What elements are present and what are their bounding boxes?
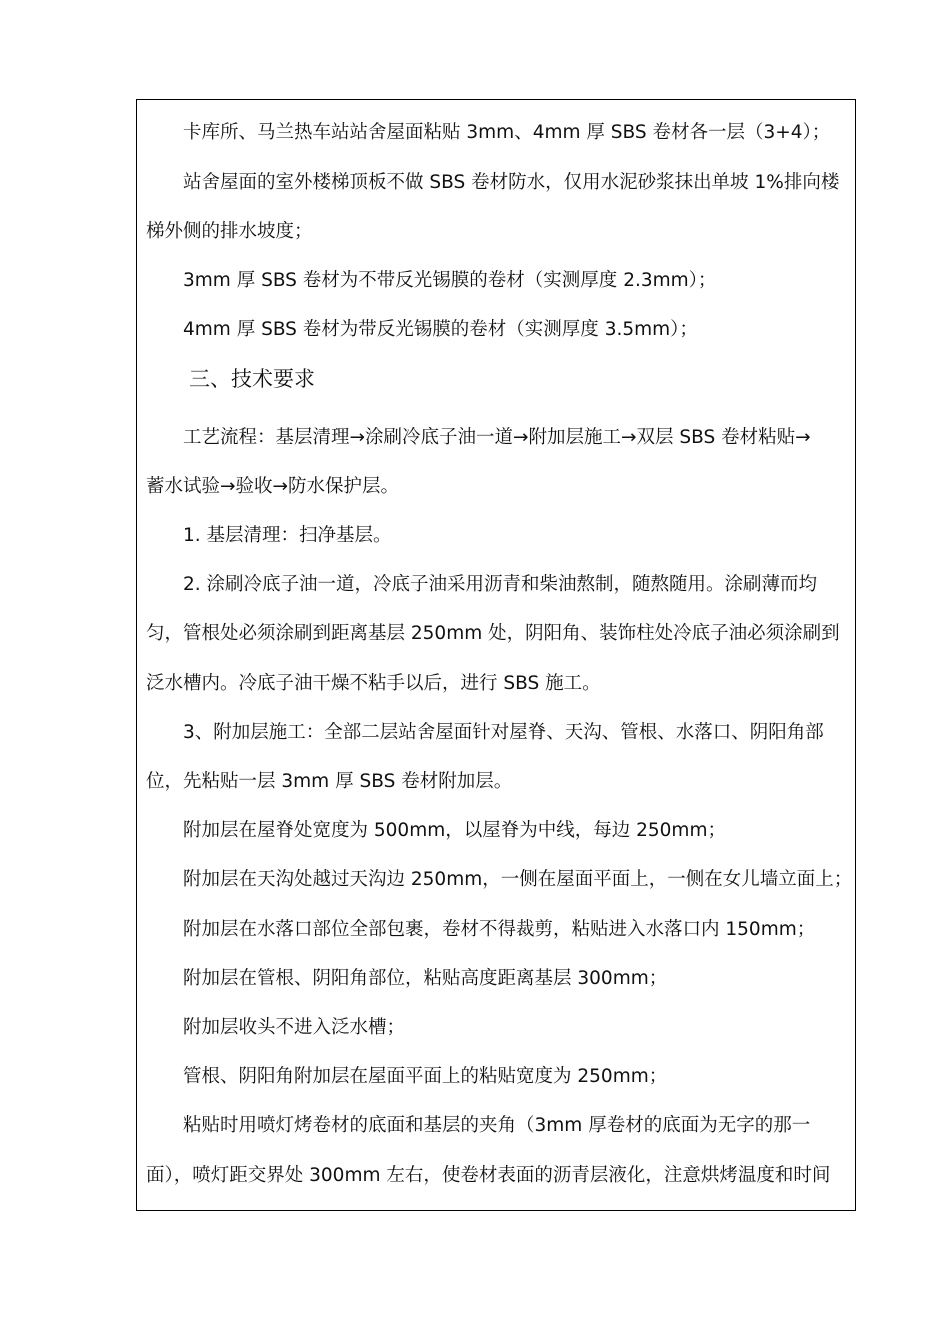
paragraph-line: 附加层在水落口部位全部包裹，卷材不得裁剪，粘贴进入水落口内 150mm； bbox=[183, 919, 816, 940]
paragraph-line: 梯外侧的排水坡度； bbox=[146, 221, 313, 242]
paragraph-line: 附加层在天沟处越过天沟边 250mm，一侧在屋面平面上，一侧在女儿墙立面上； bbox=[183, 869, 853, 890]
paragraph-line: 粘贴时用喷灯烤卷材的底面和基层的夹角（3mm 厚卷材的底面为无字的那一 bbox=[183, 1115, 811, 1136]
paragraph-line: 站舍屋面的室外楼梯顶板不做 SBS 卷材防水，仅用水泥砂浆抹出单坡 1%排向楼 bbox=[183, 172, 840, 193]
paragraph-line: 卡库所、马兰热车站站舍屋面粘贴 3mm、4mm 厚 SBS 卷材各一层（3+4）； bbox=[183, 122, 831, 143]
section-heading: 三、技术要求 bbox=[189, 367, 315, 391]
paragraph-line: 附加层在屋脊处宽度为 500mm，以屋脊为中线，每边 250mm； bbox=[183, 820, 726, 841]
paragraph-line: 附加层收头不进入泛水槽； bbox=[183, 1017, 406, 1038]
paragraph-line: 2. 涂刷冷底子油一道，冷底子油采用沥青和柴油熬制，随熬随用。涂刷薄而均 bbox=[183, 574, 818, 595]
paragraph-line: 附加层在管根、阴阳角部位，粘贴高度距离基层 300mm； bbox=[183, 968, 668, 989]
paragraph-line: 3mm 厚 SBS 卷材为不带反光锡膜的卷材（实测厚度 2.3mm）； bbox=[183, 270, 717, 291]
paragraph-line: 位，先粘贴一层 3mm 厚 SBS 卷材附加层。 bbox=[146, 771, 513, 792]
paragraph-line: 3、附加层施工：全部二层站舍屋面针对屋脊、天沟、管根、水落口、阴阳角部 bbox=[183, 722, 824, 743]
paragraph-line: 匀，管根处必须涂刷到距离基层 250mm 处，阴阳角、装饰柱处冷底子油必须涂刷到 bbox=[146, 623, 840, 644]
paragraph-line: 管根、阴阳角附加层在屋面平面上的粘贴宽度为 250mm； bbox=[183, 1066, 668, 1087]
paragraph-line: 工艺流程：基层清理→涂刷冷底子油一道→附加层施工→双层 SBS 卷材粘贴→ bbox=[183, 427, 811, 448]
paragraph-line: 1. 基层清理：扫净基层。 bbox=[183, 525, 392, 546]
document-table-frame bbox=[136, 99, 856, 1211]
paragraph-line: 蓄水试验→验收→防水保护层。 bbox=[146, 476, 400, 497]
paragraph-line: 泛水槽内。冷底子油干燥不粘手以后，进行 SBS 施工。 bbox=[146, 673, 601, 694]
paragraph-line: 面），喷灯距交界处 300mm 左右，使卷材表面的沥青层液化，注意烘烤温度和时间 bbox=[146, 1165, 831, 1186]
paragraph-line: 4mm 厚 SBS 卷材为带反光锡膜的卷材（实测厚度 3.5mm）； bbox=[183, 319, 698, 340]
